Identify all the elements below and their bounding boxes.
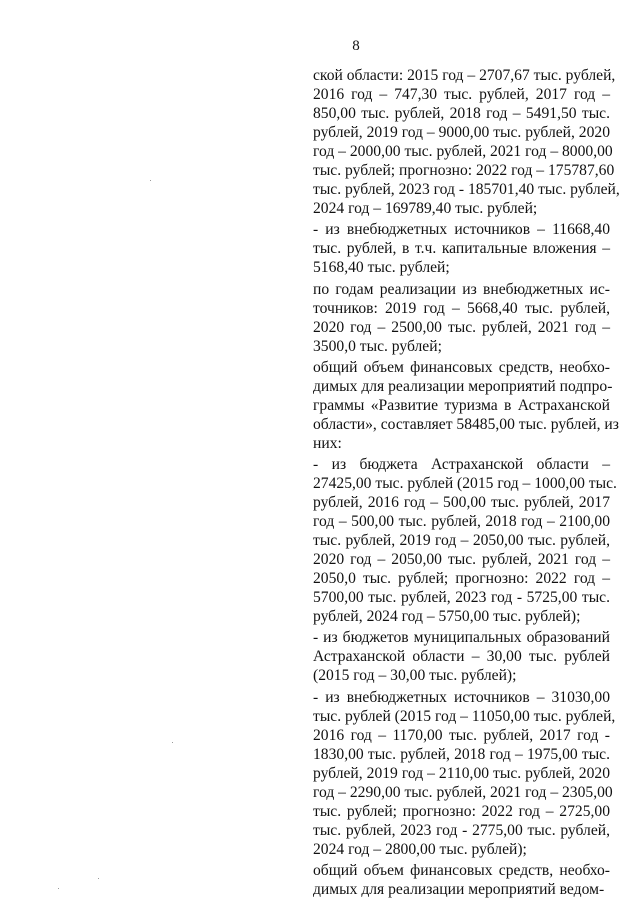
text-line: 2024 год – 169789,40 тыс. рублей; [313, 200, 538, 218]
text-line: тыс. рублей (2015 год – 11050,00 тыс. рублей, [313, 707, 616, 725]
text-line: - из бюджета Астраханской области – [313, 455, 610, 473]
text-line: 2020 год – 2050,00 тыс. рублей, 2021 год – [313, 551, 610, 569]
paragraph [313, 66, 620, 218]
text-line: 3500,0 тыс. рублей; [313, 337, 442, 355]
text-line: - из бюджетов муниципальных образований [313, 629, 610, 647]
text-column [313, 66, 620, 899]
text-line: области», составляет 58485,00 тыс. рублей, из [313, 415, 619, 433]
scan-speck [58, 888, 59, 889]
text-line: 2016 год – 1170,00 тыс. рублей, 2017 год - [313, 726, 610, 744]
text-line: димых для реализации мероприятий ведом- [313, 880, 605, 898]
text-line: тыс. рублей, 2019 год – 2050,00 тыс. рублей, [313, 532, 610, 550]
paragraph [313, 455, 617, 626]
paragraph [313, 688, 616, 859]
text-line: 1830,00 тыс. рублей, 2018 год – 1975,00 тыс. [313, 745, 610, 763]
text-line: год – 2290,00 тыс. рублей, 2021 год – 2305,00 [313, 783, 613, 801]
text-line: рублей, 2019 год – 9000,00 тыс. рублей, 2020 [313, 124, 610, 142]
text-line: 2050,0 тыс. рублей; прогнозно: 2022 год – [313, 570, 610, 588]
scan-speck [98, 878, 99, 879]
text-line: 2016 год – 747,30 тыс. рублей, 2017 год – [313, 86, 610, 104]
text-line: 5168,40 тыс. рублей; [313, 259, 450, 277]
text-line: общий объем финансовых средств, необхо- [313, 358, 610, 376]
text-line: них: [313, 434, 342, 452]
text-line: 27425,00 тыс. рублей (2015 год – 1000,00 тыс. [313, 474, 617, 492]
text-line: димых для реализации мероприятий подпро- [313, 377, 613, 395]
text-line: тыс. рублей; прогнозно: 2022 год – 175787,60 [313, 162, 615, 180]
text-line: год – 2000,00 тыс. рублей, 2021 год – 8000,00 [313, 143, 613, 161]
text-line: (2015 год – 30,00 тыс. рублей); [313, 667, 517, 685]
scan-speck [172, 742, 173, 743]
text-line: рублей, 2019 год – 2110,00 тыс. рублей, 2020 [313, 764, 610, 782]
paragraph [313, 280, 610, 356]
text-line: тыс. рублей, 2023 год - 185701,40 тыс. рублей, [313, 181, 620, 199]
paragraph [313, 861, 610, 899]
text-line: граммы «Развитие туризма в Астраханской [313, 396, 610, 414]
text-line: тыс. рублей, в т.ч. капитальные вложения – [313, 240, 610, 258]
text-line: Астраханской области – 30,00 тыс. рублей [313, 648, 610, 666]
text-line: рублей, 2016 год – 500,00 тыс. рублей, 2017 [313, 494, 610, 512]
text-line: точников: 2019 год – 5668,40 тыс. рублей, [313, 299, 610, 317]
paragraph [313, 358, 619, 453]
text-line: тыс. рублей; прогнозно: 2022 год – 2725,00 [313, 802, 610, 820]
text-line: 5700,00 тыс. рублей, 2023 год - 5725,00 тыс. [313, 589, 610, 607]
text-line: общий объем финансовых средств, необхо- [313, 861, 610, 879]
text-line: год – 500,00 тыс. рублей, 2018 год – 2100,00 [313, 513, 610, 531]
scan-speck [150, 180, 151, 181]
text-line: тыс. рублей, 2023 год - 2775,00 тыс. рублей, [313, 821, 610, 839]
text-line: по годам реализации из внебюджетных ис- [313, 280, 610, 298]
paragraph [313, 220, 610, 277]
text-line: - из внебюджетных источников – 11668,40 [313, 221, 610, 239]
text-line: - из внебюджетных источников – 31030,00 [313, 688, 610, 706]
page-number: 8 [352, 38, 360, 54]
text-line: рублей, 2024 год – 5750,00 тыс. рублей); [313, 608, 581, 626]
text-line: ской области: 2015 год – 2707,67 тыс. рублей, [313, 67, 616, 84]
text-line: 2024 год – 2800,00 тыс. рублей); [313, 840, 527, 858]
text-line: 2020 год – 2500,00 тыс. рублей, 2021 год – [313, 318, 610, 336]
text-line: 850,00 тыс. рублей, 2018 год – 5491,50 тыс. [313, 105, 610, 123]
paragraph [313, 628, 610, 685]
